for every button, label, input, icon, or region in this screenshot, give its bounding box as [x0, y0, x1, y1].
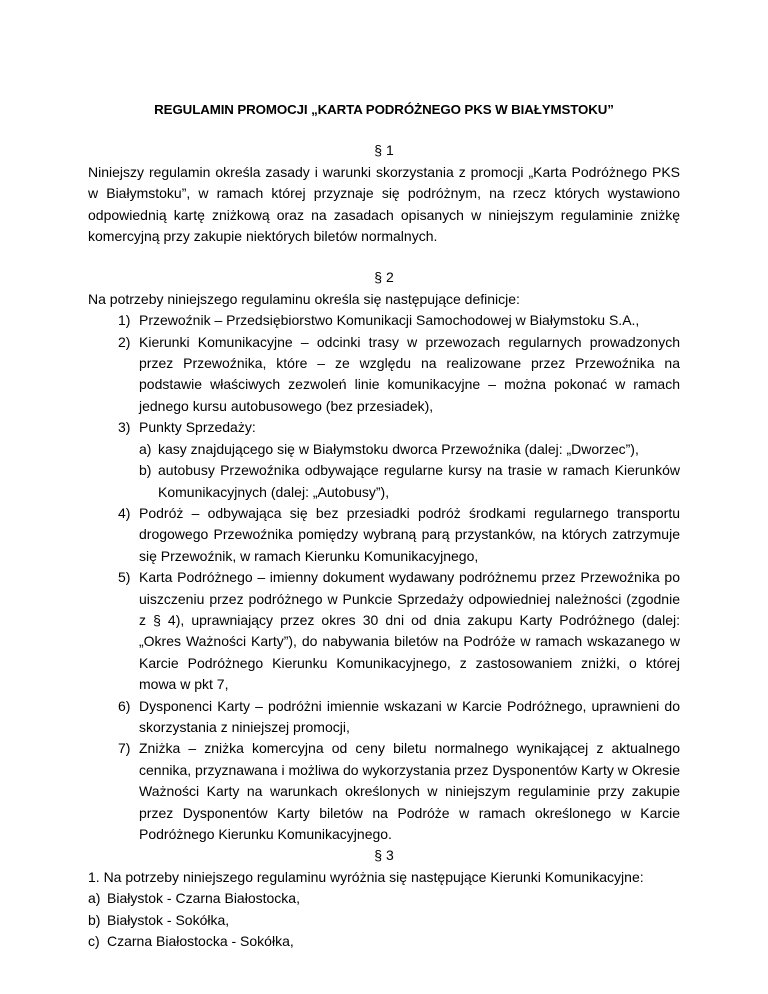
list-item: [88, 503, 680, 567]
list-item-number: 4): [118, 504, 131, 521]
list-item: [88, 332, 680, 418]
list-item-number: 1): [118, 312, 131, 329]
sublist-item-text: kasy znajdującego się w Białymstoku dworca Przewoźnika (dalej: „Dworzec”),: [158, 440, 639, 457]
sublist-item-letter: b): [88, 911, 101, 928]
sublist-item: [88, 931, 680, 952]
document-title: REGULAMIN PROMOCJI „KARTA PODRÓŻNEGO PKS W BIAŁYMSTOKU”: [154, 102, 614, 117]
list-item: [88, 738, 680, 845]
section-3-intro: 1. Na potrzeby niniejszego regulaminu wyróżnia się następujące Kierunki Komunikacyjne:: [88, 868, 644, 885]
list-item: [88, 417, 680, 503]
list-item-text: Kierunki Komunikacyjne – odcinki trasy w przewozach regularnych prowadzonych przez Przewoźnika, które – ze względu na realizowane przez Przewoźnika na podstawie właściwych zezwoleń linie komunikacyjne – można pokonać w ramach jednego kursu autobusowego (bez przesiadek),: [139, 333, 680, 414]
directions-list: [88, 888, 680, 952]
document-content: [88, 99, 680, 952]
definitions-list: [88, 310, 680, 845]
sublist-item: [139, 460, 680, 503]
sublist-item-letter: b): [139, 462, 152, 479]
list-item: [88, 567, 680, 695]
sublist-item-letter: a): [88, 890, 101, 907]
list-item-number: 5): [118, 569, 131, 586]
section-2-intro: Na potrzeby niniejszego regulaminu określa się następujące definicje:: [88, 290, 520, 307]
sublist-item-text: Białystok - Czarna Białostocka,: [107, 890, 300, 907]
section-2-heading: § 2: [374, 269, 394, 286]
sublist-item: [88, 888, 680, 909]
sublist-item-text: autobusy Przewoźnika odbywające regularne kursy na trasie w ramach Kierunków Komunikacyjnych (dalej: „Autobusy”),: [158, 462, 680, 500]
sublist-item: [88, 910, 680, 931]
sublist-item-text: Czarna Białostocka - Sokółka,: [107, 933, 294, 950]
list-item: [88, 696, 680, 739]
list-item-text: Podróż – odbywająca się bez przesiadki podróż środkami regularnego transportu drogowego Przewoźnika pomiędzy wybraną parą przystanków, na których zatrzymuje się Przewoźnik, w ramach Kierunku Komunikacyjnego,: [139, 504, 680, 564]
section-3-heading: § 3: [374, 847, 394, 864]
sublist-item: [139, 439, 680, 460]
sublist-item-letter: c): [88, 933, 100, 950]
list-item-number: 2): [118, 333, 131, 350]
list-item-text: Karta Podróżnego – imienny dokument wydawany podróżnemu przez Przewoźnika po uiszczeniu przez podróżnego w Punkcie Sprzedaży odpowiedniej należności (zgodnie z § 4), uprawniający przez okres 30 dni od dnia zakupu Karty Podróżnego (dalej: „Okres Ważności Karty”), do nabywania biletów na Podróże w ramach wskazanego w Karcie Podróżnego Kierunku Komunikacyjnego, z zastosowaniem zniżki, o której mowa w pkt 7,: [139, 569, 680, 693]
section-1-text: Niniejszy regulamin określa zasady i warunki skorzystania z promocji „Karta Podróżnego PKS w Białymstoku”, w ramach której przyznaje się podróżnym, na rzecz których wystawiono odpowiednią kartę zniżkową oraz na zasadach opisanych w niniejszym regulaminie zniżkę komercyjną przy zakupie niektórych biletów normalnych.: [88, 163, 680, 245]
section-1-heading: § 1: [374, 142, 394, 159]
list-item-number: 3): [118, 419, 131, 436]
list-item: [88, 310, 680, 331]
list-item-text: Przewoźnik – Przedsiębiorstwo Komunikacji Samochodowej w Białymstoku S.A.,: [139, 312, 640, 329]
list-item-number: 7): [118, 740, 131, 757]
list-item-text: Dysponenci Karty – podróżni imiennie wskazani w Karcie Podróżnego, uprawnieni do skorzystania z niniejszej promocji,: [139, 697, 680, 735]
sales-points-sublist: [139, 439, 680, 503]
list-item-text: Zniżka – zniżka komercyjna od ceny biletu normalnego wynikającej z aktualnego cennika, przyznawana i możliwa do wykorzystania przez Dysponentów Karty w Okresie Ważności Karty na warunkach określonych w niniejszym regulaminie przy zakupie przez Dysponentów Karty biletów na Podróże w ramach określonego w Karcie Podróżnego Kierunku Komunikacyjnego.: [139, 740, 680, 842]
sublist-item-letter: a): [139, 440, 152, 457]
list-item-number: 6): [118, 697, 131, 714]
list-item-text: Punkty Sprzedaży:: [139, 419, 256, 436]
sublist-item-text: Białystok - Sokółka,: [107, 911, 230, 928]
